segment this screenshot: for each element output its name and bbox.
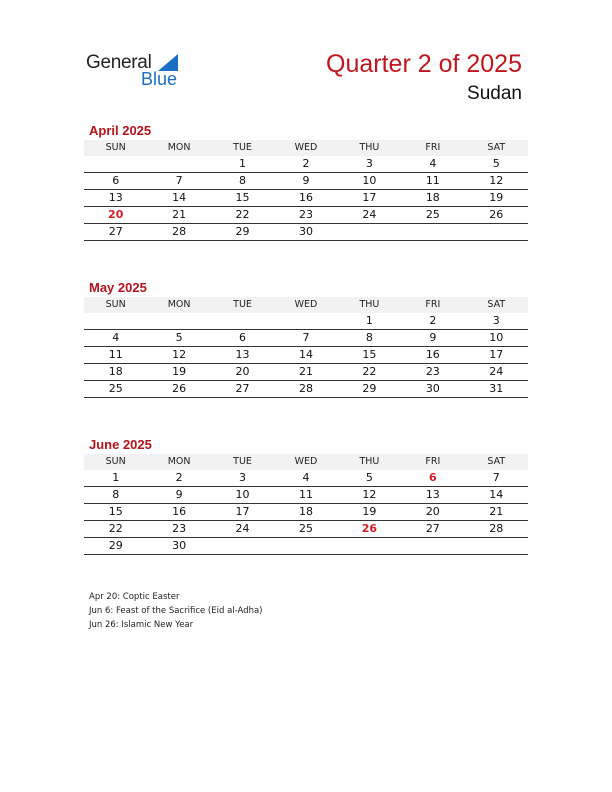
day-cell: 11 xyxy=(84,347,147,364)
day-cell: 12 xyxy=(147,347,210,364)
day-cell: 27 xyxy=(84,224,147,241)
empty-day-cell xyxy=(211,313,274,330)
week-row xyxy=(84,207,528,224)
weekday-header: SAT xyxy=(465,454,528,470)
weekday-header: WED xyxy=(274,454,337,470)
generalblue-logo xyxy=(86,52,196,92)
empty-day-cell xyxy=(147,313,210,330)
day-cell: 7 xyxy=(147,173,210,190)
day-cell: 1 xyxy=(338,313,401,330)
holiday-note: Jun 26: Islamic New Year xyxy=(89,620,194,630)
day-cell: 29 xyxy=(338,381,401,398)
day-cell: 21 xyxy=(465,504,528,521)
day-cell: 2 xyxy=(147,470,210,487)
day-cell: 5 xyxy=(338,470,401,487)
day-cell: 7 xyxy=(465,470,528,487)
week-row xyxy=(84,470,528,487)
page-title: Quarter 2 of 2025 xyxy=(326,50,522,78)
day-cell: 26 xyxy=(465,207,528,224)
week-row xyxy=(84,381,528,398)
day-cell: 3 xyxy=(211,470,274,487)
week-row xyxy=(84,364,528,381)
day-cell: 15 xyxy=(338,347,401,364)
weekday-header: SUN xyxy=(84,297,147,313)
empty-day-cell xyxy=(274,313,337,330)
day-cell: 19 xyxy=(147,364,210,381)
day-cell: 13 xyxy=(211,347,274,364)
day-cell: 23 xyxy=(401,364,464,381)
day-cell: 8 xyxy=(84,487,147,504)
day-cell: 19 xyxy=(465,190,528,207)
day-cell: 27 xyxy=(211,381,274,398)
logo-text-blue: Blue xyxy=(141,69,178,89)
day-cell: 27 xyxy=(401,521,464,538)
day-cell: 13 xyxy=(84,190,147,207)
weekday-header: FRI xyxy=(401,140,464,156)
day-cell: 10 xyxy=(338,173,401,190)
day-cell: 23 xyxy=(147,521,210,538)
day-cell: 12 xyxy=(465,173,528,190)
day-cell: 17 xyxy=(465,347,528,364)
day-cell: 6 xyxy=(401,470,464,487)
day-cell: 4 xyxy=(84,330,147,347)
weekday-header: FRI xyxy=(401,454,464,470)
day-cell: 3 xyxy=(338,156,401,173)
weekday-header: SAT xyxy=(465,140,528,156)
day-cell: 20 xyxy=(84,207,147,224)
month-calendar-table xyxy=(84,454,528,555)
empty-day-cell xyxy=(401,224,464,241)
day-cell: 22 xyxy=(338,364,401,381)
week-row xyxy=(84,330,528,347)
empty-day-cell xyxy=(338,224,401,241)
day-cell: 25 xyxy=(274,521,337,538)
day-cell: 2 xyxy=(401,313,464,330)
day-cell: 11 xyxy=(274,487,337,504)
day-cell: 9 xyxy=(274,173,337,190)
day-cell: 25 xyxy=(401,207,464,224)
day-cell: 13 xyxy=(401,487,464,504)
empty-day-cell xyxy=(147,156,210,173)
day-cell: 8 xyxy=(338,330,401,347)
day-cell: 17 xyxy=(211,504,274,521)
day-cell: 21 xyxy=(147,207,210,224)
empty-day-cell xyxy=(274,538,337,555)
day-cell: 20 xyxy=(401,504,464,521)
day-cell: 18 xyxy=(401,190,464,207)
day-cell: 1 xyxy=(84,470,147,487)
month-calendar-table xyxy=(84,297,528,398)
month-title: June 2025 xyxy=(89,437,152,452)
week-row xyxy=(84,313,528,330)
week-row xyxy=(84,487,528,504)
day-cell: 24 xyxy=(211,521,274,538)
day-cell: 8 xyxy=(211,173,274,190)
day-cell: 21 xyxy=(274,364,337,381)
day-cell: 25 xyxy=(84,381,147,398)
weekday-header: TUE xyxy=(211,140,274,156)
day-cell: 28 xyxy=(465,521,528,538)
holiday-note: Apr 20: Coptic Easter xyxy=(89,592,180,602)
day-cell: 28 xyxy=(147,224,210,241)
day-cell: 5 xyxy=(147,330,210,347)
day-cell: 3 xyxy=(465,313,528,330)
day-cell: 20 xyxy=(211,364,274,381)
holiday-notes xyxy=(89,590,263,632)
day-cell: 16 xyxy=(401,347,464,364)
empty-day-cell xyxy=(465,538,528,555)
day-cell: 29 xyxy=(211,224,274,241)
month-calendar-table xyxy=(84,140,528,241)
empty-day-cell xyxy=(401,538,464,555)
day-cell: 24 xyxy=(338,207,401,224)
day-cell: 7 xyxy=(274,330,337,347)
day-cell: 22 xyxy=(211,207,274,224)
day-cell: 26 xyxy=(147,381,210,398)
day-cell: 6 xyxy=(84,173,147,190)
day-cell: 22 xyxy=(84,521,147,538)
day-cell: 16 xyxy=(274,190,337,207)
day-cell: 24 xyxy=(465,364,528,381)
weekday-header: THU xyxy=(338,454,401,470)
weekday-header: MON xyxy=(147,297,210,313)
month-title: May 2025 xyxy=(89,280,147,295)
country-name: Sudan xyxy=(467,83,522,104)
day-cell: 18 xyxy=(274,504,337,521)
day-cell: 14 xyxy=(274,347,337,364)
day-cell: 10 xyxy=(211,487,274,504)
empty-day-cell xyxy=(338,538,401,555)
day-cell: 29 xyxy=(84,538,147,555)
day-cell: 15 xyxy=(211,190,274,207)
day-cell: 4 xyxy=(274,470,337,487)
week-row xyxy=(84,538,528,555)
weekday-header: FRI xyxy=(401,297,464,313)
day-cell: 30 xyxy=(401,381,464,398)
day-cell: 11 xyxy=(401,173,464,190)
week-row xyxy=(84,504,528,521)
day-cell: 14 xyxy=(465,487,528,504)
day-cell: 17 xyxy=(338,190,401,207)
day-cell: 6 xyxy=(211,330,274,347)
day-cell: 26 xyxy=(338,521,401,538)
weekday-header: THU xyxy=(338,297,401,313)
day-cell: 9 xyxy=(401,330,464,347)
day-cell: 31 xyxy=(465,381,528,398)
weekday-header: SUN xyxy=(84,454,147,470)
empty-day-cell xyxy=(84,313,147,330)
month-title: April 2025 xyxy=(89,123,152,138)
weekday-header: SAT xyxy=(465,297,528,313)
day-cell: 15 xyxy=(84,504,147,521)
day-cell: 12 xyxy=(338,487,401,504)
week-row xyxy=(84,156,528,173)
day-cell: 16 xyxy=(147,504,210,521)
week-row xyxy=(84,347,528,364)
weekday-header: MON xyxy=(147,140,210,156)
week-row xyxy=(84,190,528,207)
weekday-header: SUN xyxy=(84,140,147,156)
day-cell: 10 xyxy=(465,330,528,347)
month-april xyxy=(84,122,528,241)
week-row xyxy=(84,173,528,190)
day-cell: 19 xyxy=(338,504,401,521)
day-cell: 14 xyxy=(147,190,210,207)
weekday-header: WED xyxy=(274,140,337,156)
day-cell: 30 xyxy=(147,538,210,555)
weekday-header: TUE xyxy=(211,454,274,470)
day-cell: 9 xyxy=(147,487,210,504)
empty-day-cell xyxy=(211,538,274,555)
day-cell: 30 xyxy=(274,224,337,241)
day-cell: 4 xyxy=(401,156,464,173)
empty-day-cell xyxy=(465,224,528,241)
day-cell: 2 xyxy=(274,156,337,173)
holiday-note: Jun 6: Feast of the Sacrifice (Eid al-Adha) xyxy=(89,606,263,616)
weekday-header: WED xyxy=(274,297,337,313)
weekday-header: TUE xyxy=(211,297,274,313)
empty-day-cell xyxy=(84,156,147,173)
day-cell: 28 xyxy=(274,381,337,398)
week-row xyxy=(84,521,528,538)
logo-text-general: General xyxy=(86,52,152,73)
weekday-header: MON xyxy=(147,454,210,470)
day-cell: 1 xyxy=(211,156,274,173)
day-cell: 23 xyxy=(274,207,337,224)
week-row xyxy=(84,224,528,241)
month-june xyxy=(84,436,528,555)
month-may xyxy=(84,279,528,398)
day-cell: 18 xyxy=(84,364,147,381)
weekday-header: THU xyxy=(338,140,401,156)
day-cell: 5 xyxy=(465,156,528,173)
